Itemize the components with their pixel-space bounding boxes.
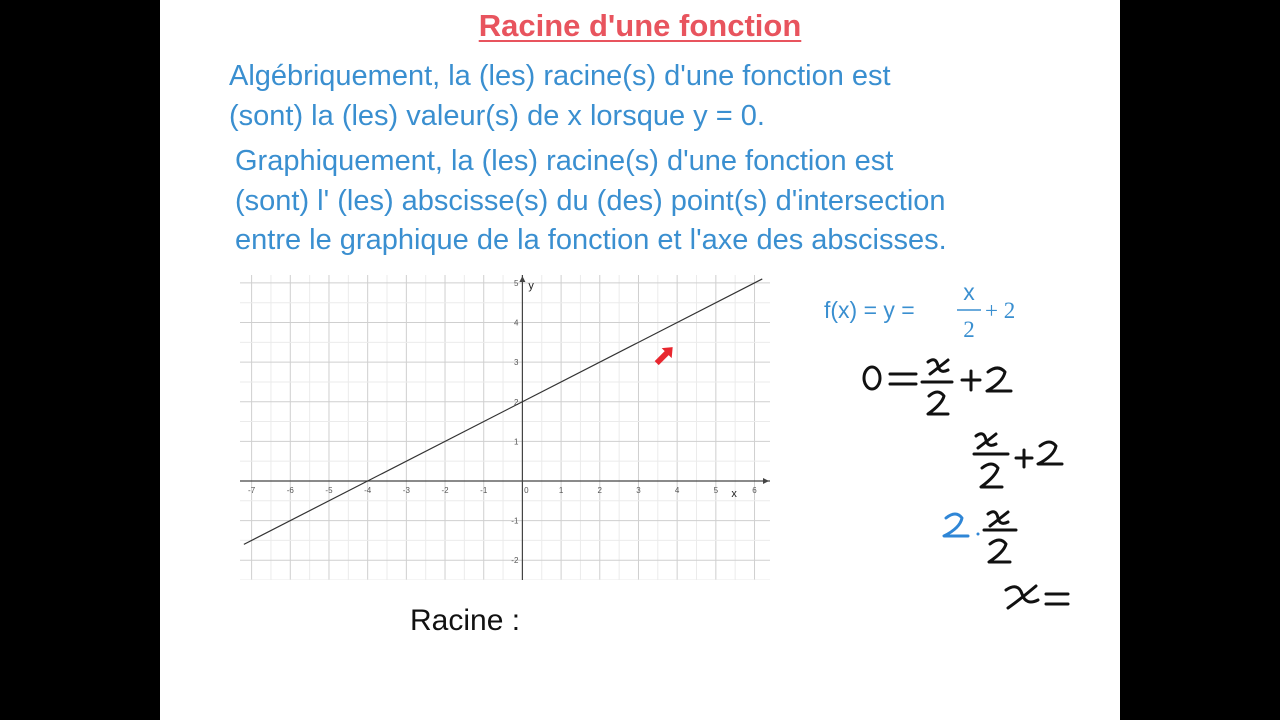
handwritten-step-4 [1006, 586, 1068, 608]
formula-plus-two: + 2 [985, 298, 1016, 323]
y-tick-label: 2 [513, 397, 519, 407]
x-axis-label: x [731, 487, 737, 500]
graph-grid [240, 275, 770, 580]
graphical-definition-line-3: entre le graphique de la fonction et l'axe des abscisses. [235, 224, 947, 256]
algebraic-definition [229, 57, 891, 136]
x-tick-label: -7 [248, 485, 256, 495]
handwritten-step-2 [974, 434, 1062, 487]
slide [160, 0, 1120, 720]
graphical-definition [235, 142, 947, 261]
x-axis-arrowhead [763, 478, 769, 484]
y-tick-label: 3 [513, 358, 519, 368]
y-axis-arrowhead [519, 276, 525, 282]
x-tick-label: -2 [441, 485, 449, 495]
formula-denominator: 2 [963, 317, 975, 342]
x-tick-label: 4 [674, 485, 680, 495]
x-tick-label: 2 [597, 485, 603, 495]
graphical-definition-line-1: Graphiquement, la (les) racine(s) d'une fonction est [235, 145, 894, 177]
formula-lhs: f(x) = y = [824, 297, 915, 323]
y-tick-label: 4 [513, 318, 519, 328]
algebraic-definition-line-2: (sont) la (les) valeur(s) de x lorsque y = 0. [229, 99, 765, 132]
x-tick-label: 0 [524, 485, 529, 495]
function-graph [240, 275, 770, 580]
y-axis-label: y [528, 279, 534, 292]
x-tick-label: 1 [558, 485, 564, 495]
slide-title: Racine d'une fonction [478, 8, 802, 43]
x-tick-label: 6 [752, 485, 757, 495]
function-formula [820, 276, 1050, 346]
x-tick-label: -1 [480, 485, 488, 495]
x-tick-label: 5 [713, 485, 719, 495]
y-tick-label: 1 [513, 437, 519, 447]
handwritten-step-3 [944, 512, 1016, 562]
algebraic-definition-line-1: Algébriquement, la (les) racine(s) d'une fonction est [229, 60, 891, 92]
y-tick-label: -2 [511, 556, 519, 566]
handwritten-solution [778, 350, 1078, 630]
x-tick-label: -6 [286, 485, 294, 495]
x-tick-label: -3 [402, 485, 410, 495]
x-tick-label: 3 [636, 485, 641, 495]
x-tick-label: -4 [364, 485, 372, 495]
handwritten-step-1 [864, 360, 1011, 414]
formula-numerator: x [963, 279, 975, 305]
y-tick-label: -1 [511, 516, 519, 526]
graphical-definition-line-2: (sont) l' (les) abscisse(s) du (des) point(s) d'intersection [235, 184, 946, 217]
racine-label: Racine : [410, 604, 521, 637]
graph-axes [240, 275, 770, 580]
y-tick-label: 5 [513, 278, 519, 288]
x-tick-label: -5 [325, 485, 333, 495]
